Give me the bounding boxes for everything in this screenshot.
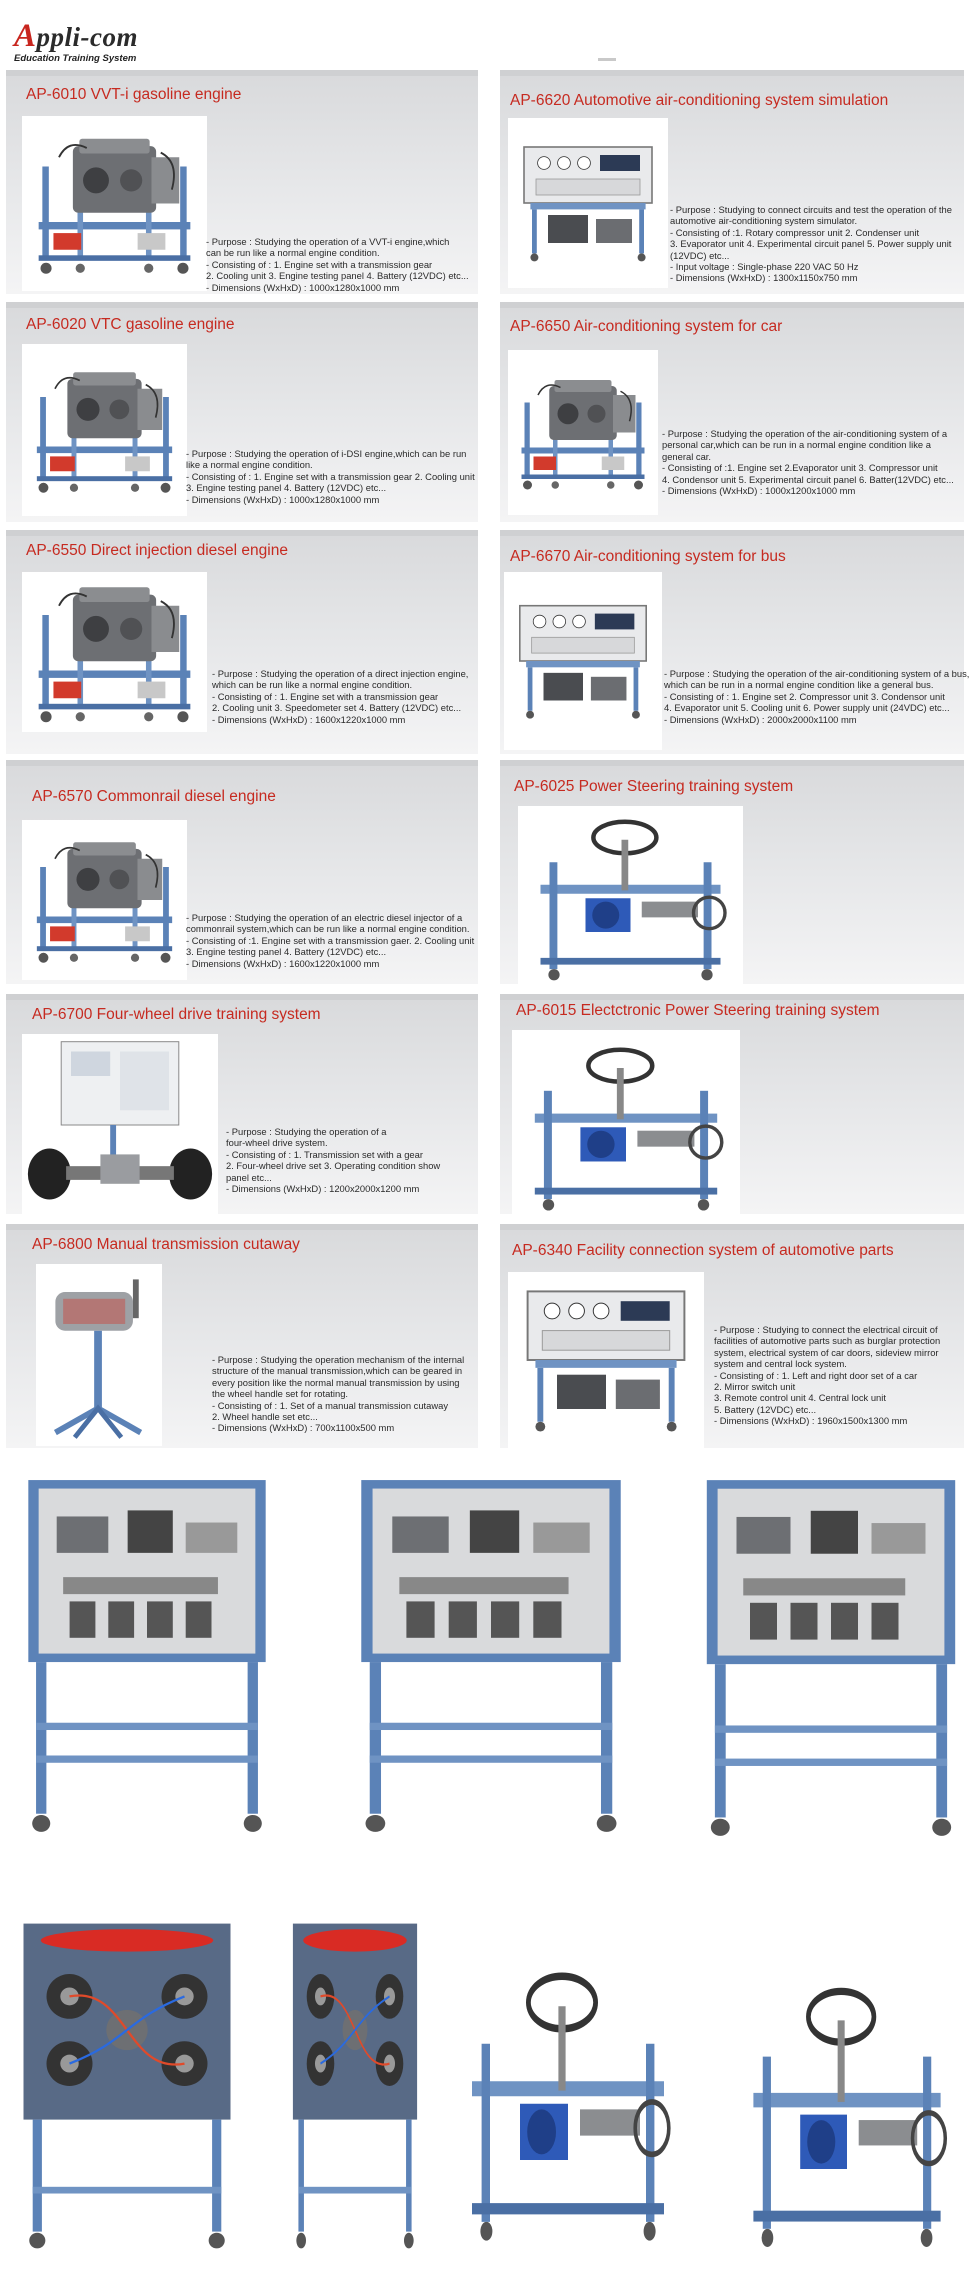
product-description: - Purpose : Studying the operation of the air-conditioning system of a personal car,which can be run in a normal engine condition like a general car. - Consisting of :1. Engine set 2.Evaporator unit 3. Compressor unit 4. Condensor unit 5. Experimental circuit panel 6. Batter(12VDC) etc... - Dimensions (WxHxD) : 1000x1200x1000 mm — [662, 428, 954, 497]
product-title: AP-6015 Electctronic Power Steering training system — [516, 1002, 880, 1019]
engine-trainer-photo — [22, 116, 207, 291]
product-description: - Purpose : Studying the operation of an electric diesel injector of a commonrail system,which can be run like a normal engine condition. - Consisting of :1. Engine set with a transmission gaer. 2. Cooling unit 3. Engine testing panel 4. Battery (12VDC) etc... - Dimensions (WxHxD) : 1600x1220x1000 mm — [186, 912, 475, 969]
product-card — [6, 530, 478, 754]
product-title: AP-6620 Automotive air-conditioning system simulation — [510, 92, 889, 109]
product-title: AP-6800 Manual transmission cutaway — [32, 1236, 300, 1253]
product-card — [6, 302, 478, 522]
product-description: - Purpose : Studying the operation mechanism of the internal structure of the manual transmission,which can be geared in every position like the normal manual transmission by using the wheel handle set for rotating. - Consisting of : 1. Set of a manual transmission cutaway 2. Wheel handle set etc... - Dimensions (WxHxD) : 700x1100x500 mm — [212, 1354, 465, 1434]
separator-mark — [598, 58, 616, 61]
product-title: AP-6340 Facility connection system of automotive parts — [512, 1242, 894, 1259]
product-card — [500, 70, 964, 294]
training-board-photo — [350, 1474, 632, 1838]
steering-rig-photo — [512, 1030, 740, 1220]
product-card — [6, 70, 478, 294]
product-title: AP-6670 Air-conditioning system for bus — [510, 548, 786, 565]
chassis-trainer-photo — [730, 1966, 964, 2256]
product-description: - Purpose : Studying the operation of i-DSI engine,which can be run like a normal engine condition. - Consisting of : 1. Engine set with a transmission gear 2. Cooling unit 3. Engine testing panel 4. Battery (12VDC) etc... - Dimensions (WxHxD) : 1000x1280x1000 mm — [186, 448, 475, 505]
training-board-photo — [18, 1474, 276, 1838]
product-card — [500, 760, 964, 984]
engine-trainer-photo — [22, 820, 187, 980]
brand-tagline: Education Training System — [14, 53, 137, 64]
product-title: AP-6650 Air-conditioning system for car — [510, 318, 783, 335]
four-wheel-drive-photo — [22, 1034, 218, 1216]
product-card — [6, 994, 478, 1214]
product-title: AP-6025 Power Steering training system — [514, 778, 794, 795]
brand-logo: Appli-com — [14, 18, 138, 54]
product-title: AP-6550 Direct injection diesel engine — [26, 542, 288, 559]
product-description: - Purpose : Studying to connect circuits and test the operation of the automotive air-conditioning system simulator. - Consisting of :1. Rotary compressor unit 2. Condenser unit 3. Evaporator unit 4. Experimental circuit panel 5. Power supply unit (12VDC) etc... - Input voltage : Single-phase 220 VAC 50 Hz - Dimensions (WxHxD) : 1300x1150x750 mm — [670, 204, 952, 284]
product-title: AP-6010 VVT-i gasoline engine — [26, 86, 242, 103]
steering-rig-photo — [518, 806, 743, 986]
product-card — [500, 302, 964, 522]
product-card — [6, 760, 478, 984]
brand-header — [14, 18, 314, 68]
hydraulic-trainer-photo — [448, 1950, 688, 2250]
air-brake-trainer-photo — [12, 1918, 242, 2254]
product-description: - Purpose : Studying the operation of a VVT-i engine,which can be run like a normal engine condition. - Consisting of : 1. Engine set with a transmission gear 2. Cooling unit 3. Engine testing panel 4. Battery (12VDC) etc... - Dimensions (WxHxD) : 1000x1280x1000 mm — [206, 236, 469, 293]
product-description: - Purpose : Studying the operation of a direct injection engine, which can be run like a normal engine condition. - Consisting of : 1. Engine set with a transmission gear 2. Cooling unit 3. Speedometer set 4. Battery (12VDC) etc... - Dimensions (WxHxD) : 1600x1220x1000 mm — [212, 668, 469, 725]
product-title: AP-6700 Four-wheel drive training system — [32, 1006, 321, 1023]
product-card — [500, 1224, 964, 1448]
product-title: AP-6570 Commonrail diesel engine — [32, 788, 276, 805]
product-description: - Purpose : Studying to connect the electrical circuit of facilities of automotive parts such as burglar protection system, electrical system of car doors, sideview mirror system and central lock system. - Consisting of : 1. Left and right door set of a car 2. Mirror switch unit 3. Remote control unit 4. Central lock unit 5. Battery (12VDC) etc... - Dimensions (WxHxD) : 1960x1500x1300 mm — [714, 1324, 941, 1427]
ac-panel-photo — [508, 350, 658, 515]
facility-panel-photo — [508, 1272, 704, 1448]
transmission-cutaway-photo — [36, 1264, 162, 1446]
product-card — [6, 1224, 478, 1448]
air-brake-trainer-photo — [286, 1918, 424, 2254]
engine-trainer-photo — [22, 344, 187, 516]
product-card — [500, 530, 970, 754]
product-description: - Purpose : Studying the operation of a four-wheel drive system. - Consisting of : 1. Transmission set with a gear 2. Four-wheel drive set 3. Operating condition show panel etc... - Dimensions (WxHxD) : 1200x2000x1200 mm — [226, 1126, 441, 1195]
product-card — [500, 994, 964, 1214]
product-title: AP-6020 VTC gasoline engine — [26, 316, 235, 333]
ac-panel-photo — [504, 572, 662, 750]
product-description: - Purpose : Studying the operation of the air-conditioning system of a bus, which can be run in a normal engine condition like a general bus. - Consisting of : 1. Engine set 2. Compressor unit 3. Condensor unit 4. Evaporator unit 5. Cooling unit 6. Power supply unit (24VDC) etc... - Dimensions (WxHxD) : 2000x2000x1100 mm — [664, 668, 970, 725]
ac-panel-photo — [508, 118, 668, 288]
training-board-photo — [696, 1474, 966, 1842]
engine-trainer-photo — [22, 572, 207, 732]
